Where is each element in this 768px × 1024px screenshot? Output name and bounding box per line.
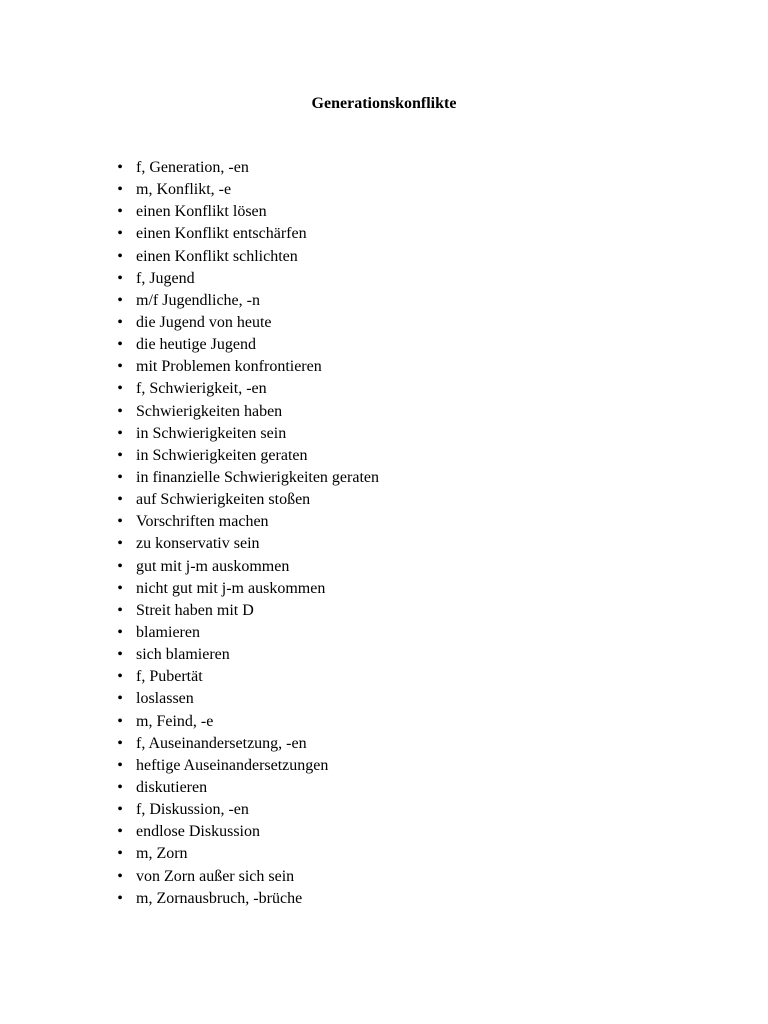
list-item bbox=[117, 578, 379, 600]
list-item bbox=[117, 688, 379, 710]
bullet-icon: • bbox=[117, 756, 123, 774]
list-item-text: heftige Auseinandersetzungen bbox=[136, 756, 329, 774]
list-item bbox=[117, 312, 379, 334]
list-item bbox=[117, 223, 379, 245]
list-item-text: einen Konflikt schlichten bbox=[136, 247, 298, 265]
bullet-icon: • bbox=[117, 823, 123, 841]
list-item bbox=[117, 356, 379, 378]
list-item bbox=[117, 201, 379, 223]
list-item-text: Vorschriften machen bbox=[136, 513, 269, 531]
bullet-icon: • bbox=[117, 778, 123, 796]
bullet-icon: • bbox=[117, 535, 123, 553]
list-item bbox=[117, 489, 379, 511]
list-item-text: die heutige Jugend bbox=[136, 336, 256, 354]
list-item bbox=[117, 401, 379, 423]
bullet-icon: • bbox=[117, 424, 123, 442]
list-item-text: blamieren bbox=[136, 623, 200, 641]
list-item-text: in finanzielle Schwierigkeiten geraten bbox=[136, 468, 380, 486]
list-item bbox=[117, 733, 379, 755]
list-item-text: m/f Jugendliche, -n bbox=[136, 291, 260, 309]
bullet-icon: • bbox=[117, 867, 123, 885]
list-item-text: m, Feind, -e bbox=[136, 712, 214, 730]
bullet-icon: • bbox=[117, 468, 123, 486]
list-item bbox=[117, 467, 380, 489]
list-item-text: m, Zornausbruch, -brüche bbox=[136, 889, 303, 907]
list-item-text: f, Diskussion, -en bbox=[136, 801, 249, 819]
list-item bbox=[117, 157, 379, 179]
bullet-icon: • bbox=[117, 380, 123, 398]
list-item-text: die Jugend von heute bbox=[136, 313, 272, 331]
list-item-text: loslassen bbox=[136, 690, 194, 708]
bullet-icon: • bbox=[117, 845, 123, 863]
bullet-icon: • bbox=[117, 889, 123, 907]
list-item bbox=[117, 600, 379, 622]
list-item bbox=[117, 777, 379, 799]
bullet-icon: • bbox=[117, 269, 123, 287]
list-item-text: einen Konflikt lösen bbox=[136, 203, 267, 221]
bullet-icon: • bbox=[117, 690, 123, 708]
list-item-text: mit Problemen konfrontieren bbox=[136, 358, 322, 376]
bullet-icon: • bbox=[117, 513, 123, 531]
bullet-icon: • bbox=[117, 646, 123, 664]
bullet-icon: • bbox=[117, 181, 123, 199]
list-item-text: endlose Diskussion bbox=[136, 823, 260, 841]
list-item bbox=[117, 290, 379, 312]
list-item-text: m, Konflikt, -e bbox=[136, 181, 232, 199]
bullet-icon: • bbox=[117, 313, 123, 331]
bullet-icon: • bbox=[117, 336, 123, 354]
list-item bbox=[117, 666, 379, 688]
list-item bbox=[117, 711, 379, 733]
list-item bbox=[117, 888, 379, 910]
list-item bbox=[117, 755, 379, 777]
list-item-text: in Schwierigkeiten sein bbox=[136, 424, 287, 442]
list-item-text: sich blamieren bbox=[136, 646, 230, 664]
bullet-icon: • bbox=[117, 557, 123, 575]
bullet-icon: • bbox=[117, 801, 123, 819]
list-item bbox=[117, 511, 379, 533]
list-item-text: Schwierigkeiten haben bbox=[136, 402, 283, 420]
list-item-text: von Zorn außer sich sein bbox=[136, 867, 295, 885]
list-item-text: auf Schwierigkeiten stoßen bbox=[136, 491, 311, 509]
page-title: Generationskonflikte bbox=[311, 95, 457, 112]
list-item-text: f, Auseinandersetzung, -en bbox=[136, 734, 307, 752]
bullet-icon: • bbox=[117, 491, 123, 509]
list-item bbox=[117, 268, 379, 290]
list-item bbox=[117, 843, 379, 865]
list-item-text: f, Pubertät bbox=[136, 668, 203, 686]
bullet-icon: • bbox=[117, 159, 123, 176]
list-item bbox=[117, 866, 379, 888]
list-item bbox=[117, 423, 379, 445]
bullet-icon: • bbox=[117, 225, 123, 243]
list-item bbox=[117, 246, 379, 268]
vocabulary-list bbox=[117, 157, 380, 910]
bullet-icon: • bbox=[117, 579, 123, 597]
list-item bbox=[117, 821, 379, 843]
list-item bbox=[117, 179, 379, 201]
bullet-icon: • bbox=[117, 601, 123, 619]
list-item bbox=[117, 378, 379, 400]
bullet-icon: • bbox=[117, 358, 123, 376]
bullet-icon: • bbox=[117, 402, 123, 420]
bullet-icon: • bbox=[117, 734, 123, 752]
list-item-text: f, Generation, -en bbox=[136, 159, 249, 176]
list-item-text: nicht gut mit j-m auskommen bbox=[136, 579, 326, 597]
list-item-text: gut mit j-m auskommen bbox=[136, 557, 290, 575]
bullet-icon: • bbox=[117, 712, 123, 730]
list-item-text: in Schwierigkeiten geraten bbox=[136, 446, 308, 464]
list-item bbox=[117, 445, 379, 467]
list-item-text: diskutieren bbox=[136, 778, 208, 796]
bullet-icon: • bbox=[117, 203, 123, 221]
bullet-icon: • bbox=[117, 247, 123, 265]
list-item-text: zu konservativ sein bbox=[136, 535, 260, 553]
list-item-text: m, Zorn bbox=[136, 845, 188, 863]
list-item bbox=[117, 644, 379, 666]
bullet-icon: • bbox=[117, 446, 123, 464]
list-item bbox=[117, 556, 379, 578]
list-item bbox=[117, 533, 379, 555]
list-item-text: f, Schwierigkeit, -en bbox=[136, 380, 267, 398]
list-item bbox=[117, 622, 379, 644]
bullet-icon: • bbox=[117, 668, 123, 686]
list-item bbox=[117, 334, 379, 356]
list-item-text: Streit haben mit D bbox=[136, 601, 254, 619]
list-item bbox=[117, 799, 379, 821]
bullet-icon: • bbox=[117, 623, 123, 641]
bullet-icon: • bbox=[117, 291, 123, 309]
list-item-text: einen Konflikt entschärfen bbox=[136, 225, 307, 243]
list-item-text: f, Jugend bbox=[136, 269, 195, 287]
